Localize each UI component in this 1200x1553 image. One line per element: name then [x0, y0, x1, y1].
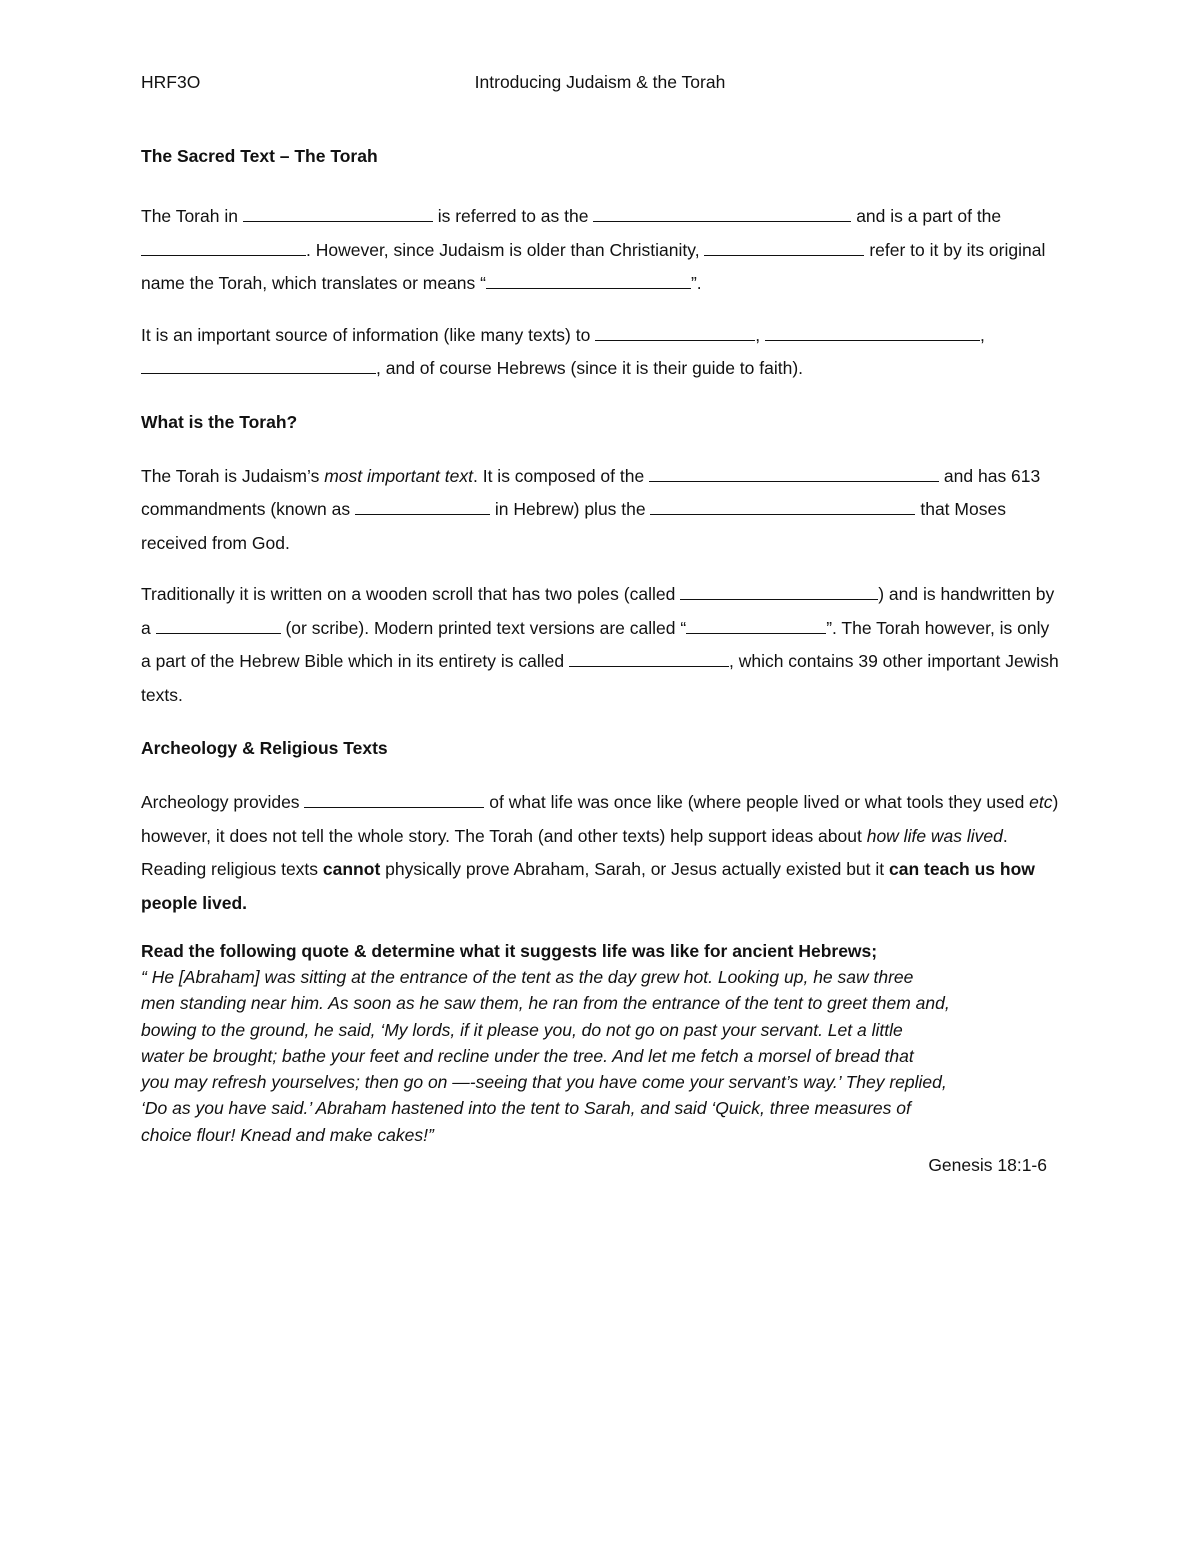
- blank-field[interactable]: [649, 464, 939, 482]
- quote-line: “ He [Abraham] was sitting at the entrance of the tent as the day grew hot. Looking up, he saw three: [141, 967, 914, 987]
- paragraph-archeology: Archeology provides of what life was once like (where people lived or what tools they used etc) however, it does not tell the whole story. The Torah (and other texts) help support ideas about how life was lived. Reading religious texts cannot physically prove Abraham, Sarah, or Jesus actually existed but it can teach us how people lived.: [141, 792, 1059, 913]
- section-heading-sacred-text: The Sacred Text – The Torah: [141, 146, 378, 166]
- blank-field[interactable]: [765, 323, 980, 341]
- blank-field[interactable]: [141, 356, 376, 374]
- course-code: HRF3O: [141, 72, 201, 92]
- section-heading-what-is-torah: What is the Torah?: [141, 411, 298, 432]
- paragraph-torah-names: The Torah in is referred to as the and is a part of the . However, since Judaism is older than Christianity, refer to it by its original name the Torah, which translates or means “ ”.: [141, 206, 1046, 293]
- genesis-quote: [141, 964, 1061, 1148]
- blank-field[interactable]: [486, 271, 691, 289]
- paragraph-torah-scroll: Traditionally it is written on a wooden scroll that has two poles (called ) and is handwritten by a (or scribe). Modern printed text versions are called “ ”. The Torah however, is only a part of the Hebrew Bible which in its entirety is called , which contains 39 other important Jewish texts.: [141, 584, 1059, 705]
- quote-line: you may refresh yourselves; then go on —-seeing that you have come your servant’s way.’ They replied,: [141, 1072, 947, 1093]
- page-title: Introducing Judaism & the Torah: [474, 72, 726, 92]
- blank-field[interactable]: [304, 790, 484, 808]
- quote-line: men standing near him. As soon as he saw them, he ran from the entrance of the tent to greet them and,: [141, 993, 950, 1014]
- blank-field[interactable]: [141, 238, 306, 256]
- quote-instruction: Read the following quote & determine what it suggests life was like for ancient Hebrews;: [141, 941, 878, 961]
- quote-line: choice flour! Knead and make cakes!”: [141, 1124, 434, 1145]
- blank-field[interactable]: [704, 238, 864, 256]
- worksheet-content: [141, 144, 1061, 1178]
- blank-field[interactable]: [686, 616, 826, 634]
- quote-citation: Genesis 18:1-6: [928, 1155, 1047, 1176]
- section-heading-archeology: Archeology & Religious Texts: [141, 738, 388, 758]
- quote-line: water be brought; bathe your feet and recline under the tree. And let me fetch a morsel of bread that: [141, 1045, 914, 1066]
- blank-field[interactable]: [355, 497, 490, 515]
- paragraph-source-of-information: It is an important source of information (like many texts) to , , , and of course Hebrews (since it is their guide to faith).: [141, 324, 985, 378]
- blank-field[interactable]: [650, 497, 915, 515]
- paragraph-torah-composition: The Torah is Judaism’s most important text. It is composed of the and has 613 commandments (known as in Hebrew) plus the that Moses received from God.: [141, 465, 1041, 553]
- blank-field[interactable]: [156, 616, 281, 634]
- blank-field[interactable]: [680, 582, 878, 600]
- blank-field[interactable]: [595, 323, 755, 341]
- quote-line: ‘Do as you have said.’ Abraham hastened into the tent to Sarah, and said ‘Quick, three measures of: [141, 1098, 911, 1119]
- quote-line: bowing to the ground, he said, ‘My lords, if it please you, do not go on past your servant. Let a little: [141, 1019, 903, 1040]
- blank-field[interactable]: [243, 204, 433, 222]
- blank-field[interactable]: [569, 649, 729, 667]
- blank-field[interactable]: [593, 204, 851, 222]
